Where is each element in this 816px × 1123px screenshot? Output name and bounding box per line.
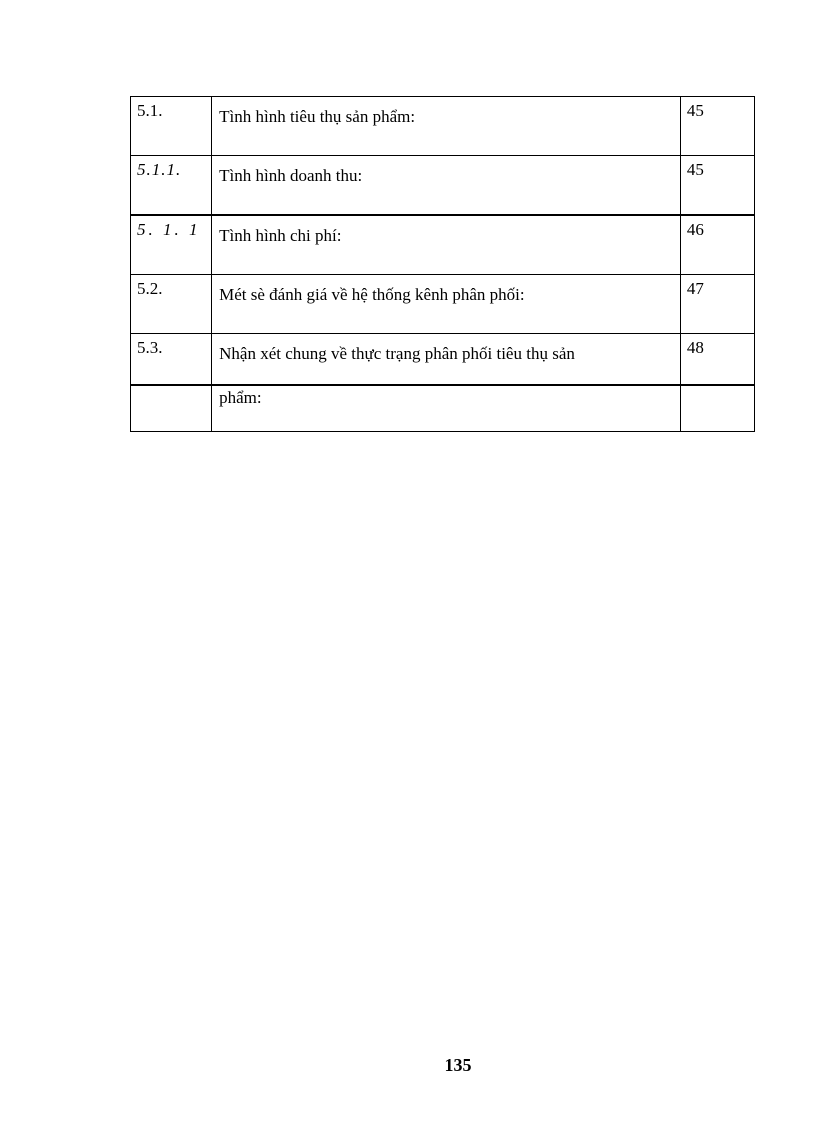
- table-row: [131, 385, 755, 432]
- section-number: [131, 385, 212, 432]
- section-title: Tình hình doanh thu:: [212, 156, 681, 216]
- section-number: 5.1.: [131, 97, 212, 156]
- section-number: 5.1.1.: [131, 156, 212, 216]
- table-row: [131, 334, 755, 386]
- page-number: 135: [444, 1055, 472, 1075]
- section-number: 5.3.: [131, 334, 212, 386]
- section-title: Tình hình chi phí:: [212, 215, 681, 275]
- table-row: [131, 97, 755, 156]
- table-of-contents: [130, 96, 755, 432]
- section-title: phẩm:: [212, 385, 681, 432]
- section-number: 5. 1. 1: [131, 215, 212, 275]
- section-page: 48: [680, 334, 754, 386]
- section-page: 47: [680, 275, 754, 334]
- table-row: [131, 275, 755, 334]
- section-title: Nhận xét chung về thực trạng phân phối tiêu thụ sản: [212, 334, 681, 386]
- section-number: 5.2.: [131, 275, 212, 334]
- section-title: Mét sè đánh giá về hệ thống kênh phân phối:: [212, 275, 681, 334]
- section-page: 45: [680, 156, 754, 216]
- table-row: [131, 156, 755, 216]
- section-page: 46: [680, 215, 754, 275]
- section-title: Tình hình tiêu thụ sản phẩm:: [212, 97, 681, 156]
- section-page: [680, 385, 754, 432]
- table-row: [131, 215, 755, 275]
- section-page: 45: [680, 97, 754, 156]
